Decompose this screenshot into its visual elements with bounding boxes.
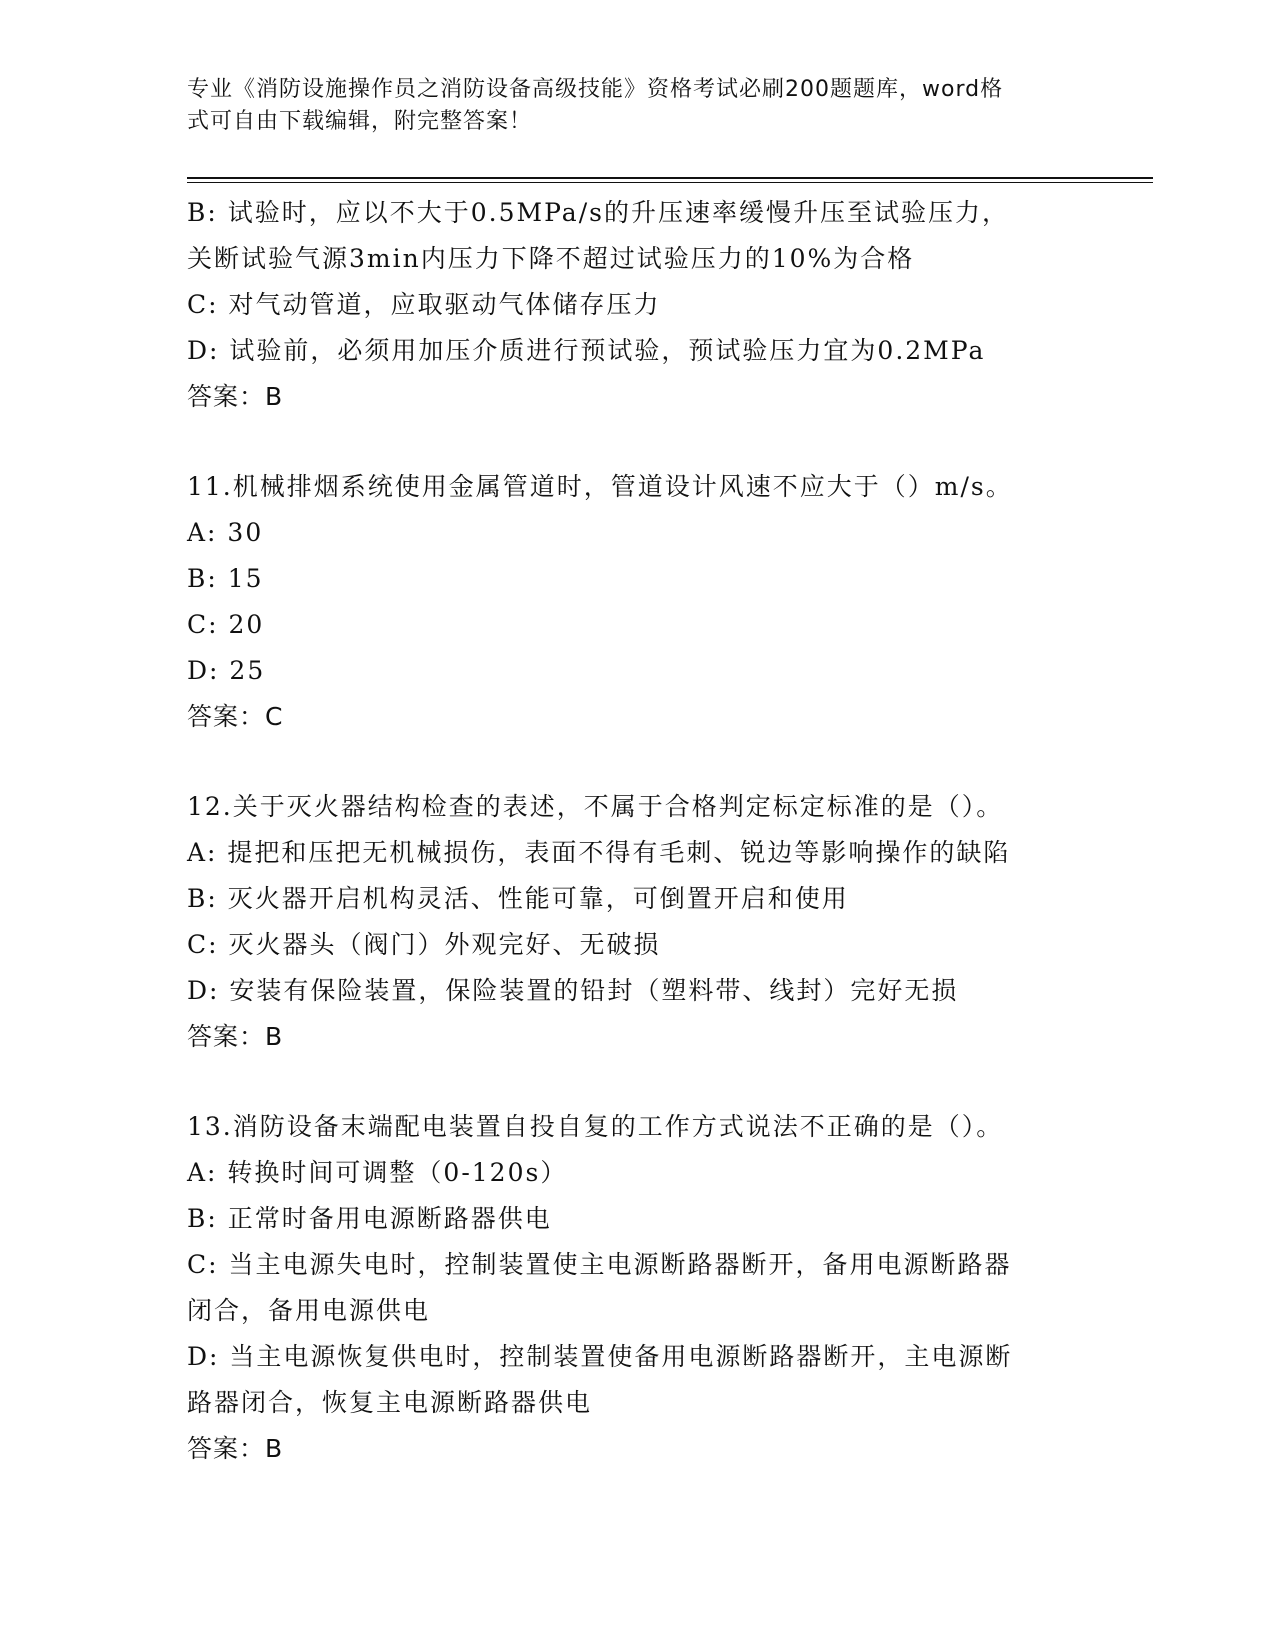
question-12 xyxy=(187,784,1087,1060)
question-10 xyxy=(187,190,1087,420)
question-list xyxy=(187,190,1087,1472)
option-d: D: 25 xyxy=(187,656,266,685)
option-d-line-1: D: 当主电源恢复供电时，控制装置使备用电源断路器断开，主电源断 xyxy=(187,1342,1013,1371)
answer: 答案：B xyxy=(187,382,284,411)
option-a: A: 提把和压把无机械损伤，表面不得有毛刺、锐边等影响操作的缺陷 xyxy=(187,838,1011,867)
option-c-line-2: 闭合，备用电源供电 xyxy=(187,1296,431,1325)
option-d: D: 试验前，必须用加压介质进行预试验，预试验压力宜为0.2MPa xyxy=(187,336,986,365)
question-text: 13.消防设备末端配电装置自投自复的工作方式说法不正确的是（）。 xyxy=(187,1112,1004,1141)
question-text: 12.关于灭火器结构检查的表述，不属于合格判定标定标准的是（）。 xyxy=(187,792,1004,821)
header-line-1: 专业《消防设施操作员之消防设备高级技能》资格考试必刷200题题库，word格 xyxy=(187,77,1004,102)
question-11 xyxy=(187,464,1087,740)
header-line-2: 式可自由下载编辑，附完整答案！ xyxy=(187,109,533,134)
option-d: D: 安装有保险装置，保险装置的铅封（塑料带、线封）完好无损 xyxy=(187,976,959,1005)
option-a: A: 30 xyxy=(187,518,264,547)
header-divider-thin xyxy=(187,182,1153,183)
option-c: C: 灭火器头（阀门）外观完好、无破损 xyxy=(187,930,661,959)
option-c-line-1: C: 当主电源失电时，控制装置使主电源断路器断开，备用电源断路器 xyxy=(187,1250,1012,1279)
question-text: 11.机械排烟系统使用金属管道时，管道设计风速不应大于（）m/s。 xyxy=(187,472,1013,501)
question-13 xyxy=(187,1104,1087,1472)
option-c: C: 对气动管道，应取驱动气体储存压力 xyxy=(187,290,661,319)
option-d-line-2: 路器闭合，恢复主电源断路器供电 xyxy=(187,1388,593,1417)
option-b: B: 灭火器开启机构灵活、性能可靠，可倒置开启和使用 xyxy=(187,884,849,913)
document-header xyxy=(187,74,1087,138)
option-b-line-1: B: 试验时，应以不大于0.5MPa/s的升压速率缓慢升压至试验压力， xyxy=(187,198,1009,227)
option-b-line-2: 关断试验气源3min内压力下降不超过试验压力的10%为合格 xyxy=(187,244,915,273)
option-c: C: 20 xyxy=(187,610,265,639)
answer: 答案：B xyxy=(187,1434,284,1463)
option-a: A: 转换时间可调整（0-120s） xyxy=(187,1158,568,1187)
header-divider-thick xyxy=(187,177,1153,179)
answer: 答案：C xyxy=(187,702,284,731)
option-b: B: 15 xyxy=(187,564,264,593)
answer: 答案：B xyxy=(187,1022,284,1051)
option-b: B: 正常时备用电源断路器供电 xyxy=(187,1204,552,1233)
